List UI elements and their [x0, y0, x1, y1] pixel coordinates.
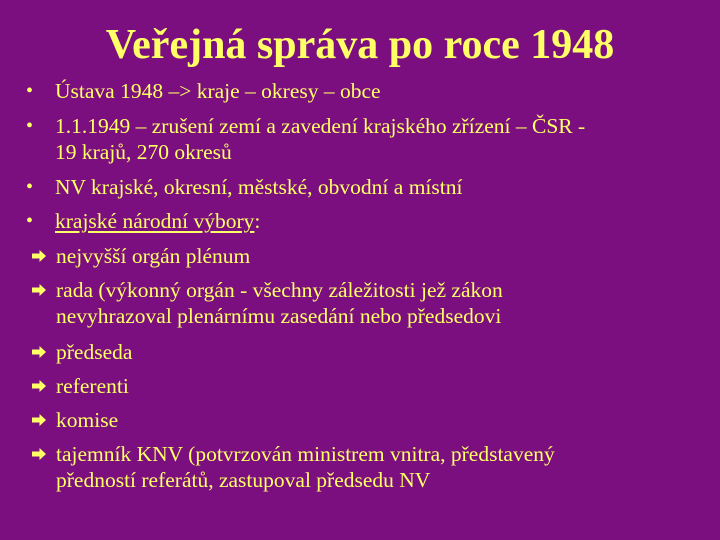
arrow-text [56, 277, 503, 329]
bullet-text-line: NV krajské, okresní, městské, obvodní a místní [55, 175, 463, 199]
right-arrow-icon [31, 378, 47, 394]
bullet-text-line: Ústava 1948 –> kraje – okresy – obce [55, 79, 381, 103]
right-arrow-icon [31, 248, 47, 264]
bullet-text [55, 208, 260, 234]
bullet-suffix: : [254, 209, 261, 233]
right-arrow-icon [31, 344, 47, 360]
arrow-text-line: předností referátů, zastupoval předsedu NV [56, 468, 431, 492]
bullet-text [55, 174, 462, 200]
arrow-text [56, 441, 555, 493]
bullet-marker: • [26, 80, 34, 102]
slide-title: Veřejná správa po roce 1948 [105, 22, 615, 68]
bullet-marker: • [26, 210, 34, 232]
bullet-text-line: 19 krajů, 270 okresů [55, 140, 232, 164]
bullet-text-line [55, 208, 260, 234]
bullet-text [55, 113, 585, 165]
arrow-text-line: tajemník KNV (potvrzován ministrem vnitra, představený [56, 442, 555, 466]
arrow-text [56, 373, 129, 399]
bullet-underlined-text: krajské národní výbory [55, 209, 255, 233]
arrow-text-line: nevyhrazoval plenárnímu zasedání nebo předsedovi [56, 304, 502, 328]
arrow-text-line: komise [56, 408, 119, 432]
bullet-marker: • [26, 115, 34, 137]
right-arrow-icon [31, 282, 47, 298]
bullet-text [55, 78, 381, 104]
arrow-text-line: referenti [56, 374, 129, 398]
right-arrow-icon [31, 446, 47, 462]
right-arrow-icon [31, 412, 47, 428]
bullet-text-line: 1.1.1949 – zrušení zemí a zavedení krajského zřízení – ČSR - [55, 114, 586, 138]
arrow-text [56, 407, 118, 433]
arrow-text [56, 339, 132, 365]
arrow-text-line: předseda [56, 340, 133, 364]
bullet-marker: • [26, 176, 34, 198]
arrow-text-line: rada (výkonný orgán - všechny záležitosti jež zákon [56, 278, 503, 302]
arrow-text-line: nejvyšší orgán plénum [56, 244, 251, 268]
arrow-text [56, 243, 250, 269]
